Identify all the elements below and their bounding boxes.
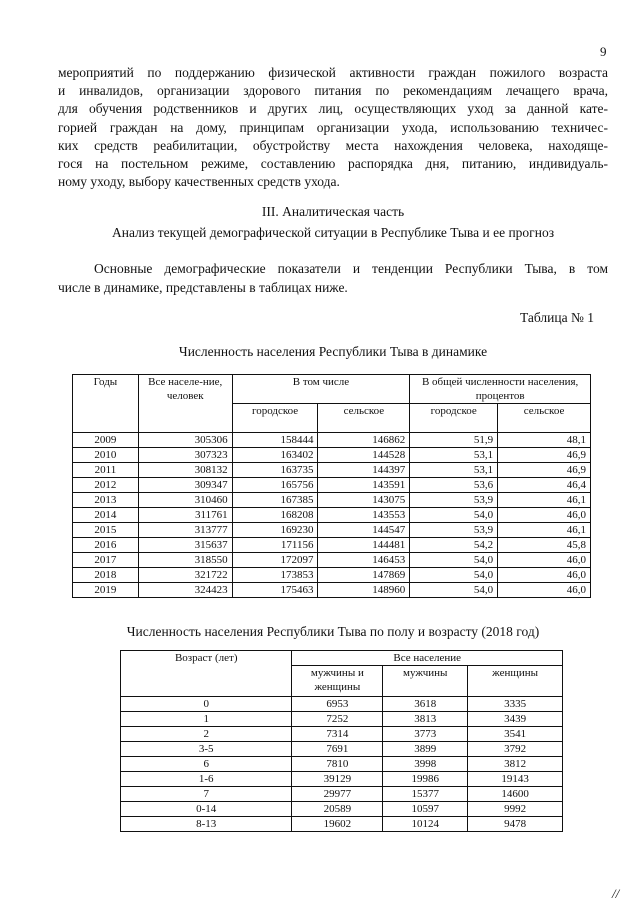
table-cell: 169230 [232,523,318,538]
table-cell: 14600 [468,787,563,802]
table-cell: 19986 [383,772,468,787]
table-cell: 2016 [73,538,139,553]
table-cell: 310460 [138,493,232,508]
table-cell: 308132 [138,463,232,478]
table-row [121,772,563,787]
header-total: Все населе-ние, человек [138,375,232,433]
table-cell: 7 [121,787,292,802]
intro-line: и инвалидов, организации здорового питания по рекомендациям лечащего врача, [58,83,608,99]
table-row [121,727,563,742]
table-cell: 46,9 [498,463,591,478]
table-row [73,493,591,508]
table-row [73,478,591,493]
table-row [73,538,591,553]
table-cell: 2009 [73,433,139,448]
intro-line: ких средств реабилитации, обустройству места нахождения человека, находяще- [58,137,608,153]
intro-line: гося на постельном режиме, составлению распорядка дня, питанию, индивидуаль- [58,156,608,172]
header-women: женщины [468,666,563,697]
table-cell: 147869 [318,568,410,583]
table-cell: 146862 [318,433,410,448]
table-cell: 53,1 [410,448,498,463]
table-cell: 46,0 [498,553,591,568]
table-cell: 54,0 [410,508,498,523]
table-cell: 144528 [318,448,410,463]
table-cell: 3-5 [121,742,292,757]
table-cell: 3792 [468,742,563,757]
table-cell: 313777 [138,523,232,538]
table-cell: 29977 [292,787,383,802]
table-cell: 321722 [138,568,232,583]
table-cell: 167385 [232,493,318,508]
table-cell: 20589 [292,802,383,817]
table-row [73,508,591,523]
para-line: числе в динамике, представлены в таблицах ниже. [58,280,348,295]
table-cell: 39129 [292,772,383,787]
table-cell: 54,0 [410,583,498,598]
header-all-population: Все население [292,651,563,666]
table-cell: 311761 [138,508,232,523]
table-cell: 144397 [318,463,410,478]
table-cell: 48,1 [498,433,591,448]
table-cell: 2014 [73,508,139,523]
table-cell: 3439 [468,712,563,727]
table-row [121,742,563,757]
table-cell: 53,1 [410,463,498,478]
table-row [121,802,563,817]
table-cell: 2018 [73,568,139,583]
table-cell: 19143 [468,772,563,787]
table-cell: 0-14 [121,802,292,817]
table-cell: 309347 [138,478,232,493]
table-cell: 7314 [292,727,383,742]
table-cell: 143591 [318,478,410,493]
header-share: В общей численности населения, процентов [410,375,591,404]
table-cell: 163735 [232,463,318,478]
table-cell: 2017 [73,553,139,568]
table-cell: 318550 [138,553,232,568]
header-rural-pct: сельское [498,404,591,433]
table-cell: 19602 [292,817,383,832]
table-cell: 0 [121,697,292,712]
table-cell: 46,0 [498,568,591,583]
table-row [121,817,563,832]
table-cell: 305306 [138,433,232,448]
table-cell: 2012 [73,478,139,493]
table-cell: 3812 [468,757,563,772]
table-cell: 163402 [232,448,318,463]
table-cell: 2019 [73,583,139,598]
table-cell: 2015 [73,523,139,538]
table-cell: 46,1 [498,523,591,538]
table-row [121,787,563,802]
table-cell: 1 [121,712,292,727]
table-cell: 3773 [383,727,468,742]
header-urban-pct: городское [410,404,498,433]
table-cell: 2 [121,727,292,742]
header-age: Возраст (лет) [121,651,292,697]
table-cell: 148960 [318,583,410,598]
intro-paragraph [58,64,608,191]
table-cell: 53,9 [410,523,498,538]
header-men: мужчины [383,666,468,697]
table-cell: 3813 [383,712,468,727]
header-years: Годы [73,375,139,433]
table-cell: 45,8 [498,538,591,553]
table-cell: 6953 [292,697,383,712]
para-line: Основные демографические показатели и тенденции Республики Тыва, в том [94,261,608,276]
table-cell: 172097 [232,553,318,568]
header-both-sexes: мужчины и женщины [292,666,383,697]
table-cell: 3998 [383,757,468,772]
table-cell: 146453 [318,553,410,568]
intro-line: горией граждан на дому, принципам организации ухода, использованию техничес- [58,119,608,135]
header-including: В том числе [232,375,410,404]
table-row [73,433,591,448]
table-row [121,757,563,772]
table-cell: 173853 [232,568,318,583]
table-cell: 165756 [232,478,318,493]
table-cell: 7252 [292,712,383,727]
table-cell: 315637 [138,538,232,553]
table-cell: 54,0 [410,568,498,583]
table-row [73,448,591,463]
table-cell: 171156 [232,538,318,553]
table-cell: 10597 [383,802,468,817]
population-dynamics-table [72,374,591,598]
table-cell: 46,1 [498,493,591,508]
table-row [121,712,563,727]
table-cell: 54,0 [410,553,498,568]
table-row [73,463,591,478]
table2-title: Численность населения Республики Тыва по полу и возрасту (2018 год) [126,624,540,639]
table-row [73,583,591,598]
header-rural: сельское [318,404,410,433]
table-cell: 175463 [232,583,318,598]
table-cell: 144481 [318,538,410,553]
table-row [73,523,591,538]
table-cell: 3618 [383,697,468,712]
table-cell: 46,9 [498,448,591,463]
table-cell: 143075 [318,493,410,508]
table-cell: 54,2 [410,538,498,553]
table-cell: 8-13 [121,817,292,832]
table-cell: 3335 [468,697,563,712]
table-cell: 2010 [73,448,139,463]
table-cell: 51,9 [410,433,498,448]
table-cell: 324423 [138,583,232,598]
table-cell: 168208 [232,508,318,523]
table-cell: 2013 [73,493,139,508]
table-row [121,697,563,712]
section-subtitle: Анализ текущей демографической ситуации в Республике Тыва и ее прогноз [111,225,555,240]
table-cell: 6 [121,757,292,772]
table-cell: 46,0 [498,583,591,598]
table-cell: 3899 [383,742,468,757]
table-row [73,568,591,583]
table-cell: 46,4 [498,478,591,493]
table-cell: 9478 [468,817,563,832]
table-row [73,553,591,568]
table-cell: 7810 [292,757,383,772]
table-cell: 53,6 [410,478,498,493]
table-cell: 9992 [468,802,563,817]
intro-line: ному уходу, выбору качественных средств ухода. [58,174,340,190]
table1-title: Численность населения Республики Тыва в динамике [178,344,488,359]
header-urban: городское [232,404,318,433]
table-cell: 158444 [232,433,318,448]
table-cell: 307323 [138,448,232,463]
table-cell: 15377 [383,787,468,802]
intro-line: для обучения родственников и других лиц, осуществляющих уход за данной кате- [58,101,608,117]
intro-tables-paragraph [58,259,608,297]
table-cell: 3541 [468,727,563,742]
table-cell: 46,0 [498,508,591,523]
intro-line: мероприятий по поддержанию физической активности граждан пожилого возраста [58,65,608,80]
margin-mark: // [612,886,620,901]
page-number: 9 [600,44,607,59]
table-label: Таблица № 1 [520,310,594,325]
table-cell: 1-6 [121,772,292,787]
table-cell: 10124 [383,817,468,832]
table-cell: 7691 [292,742,383,757]
table-cell: 2011 [73,463,139,478]
table-cell: 144547 [318,523,410,538]
table-cell: 143553 [318,508,410,523]
section-title: III. Аналитическая часть [261,204,405,219]
table-cell: 53,9 [410,493,498,508]
population-age-sex-table [120,650,563,832]
